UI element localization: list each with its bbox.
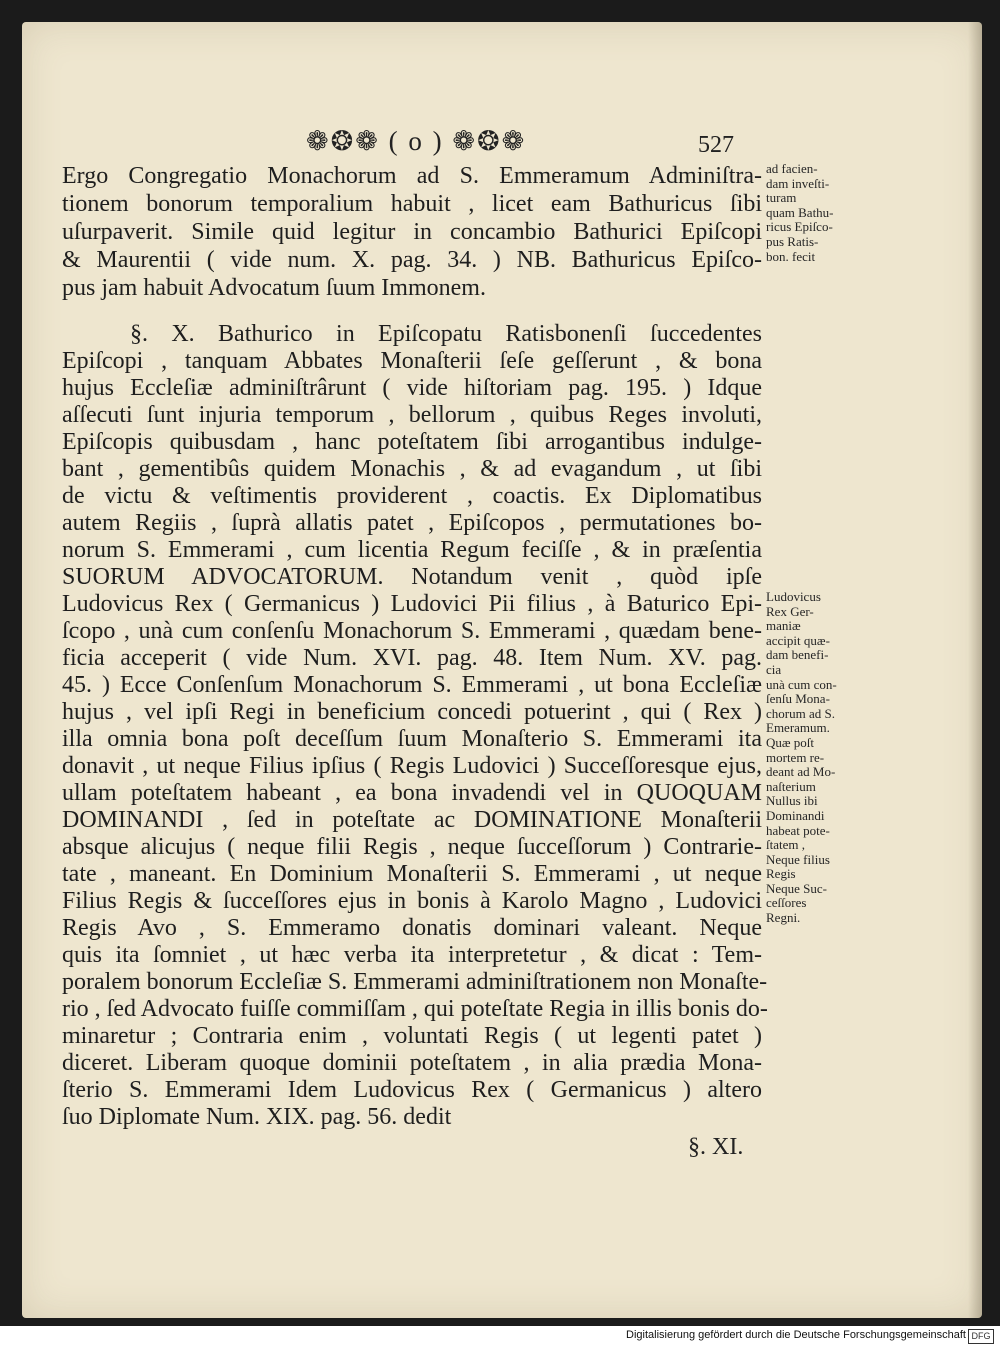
text-line: 45. ) Ecce Conſenſum Monachorum S. Emmerami , ut bona Eccleſiæ xyxy=(62,672,762,698)
text-line: ſuo Diplomate Num. XIX. pag. 56. dedit xyxy=(62,1104,452,1130)
text-line: absque alicujus ( neque filii Regis , neque ſucceſſorum ) Contrarie- xyxy=(62,834,762,860)
text-line: Regis Avo , S. Emmeramo donatis dominari valeant. Neque xyxy=(62,915,762,941)
text-line: Ergo Congregatio Monachorum ad S. Emmeramum Adminiſtra- xyxy=(62,163,762,189)
margin-note: Ludovicus Rex Ger- maniæ accipit quæ- dam benefi- cia unà cum con- ſenſu Mona- chorum ad S. Emeramum. Quæ poſt mortem re- deant ad Mo- naſterium Nullus ibi Dominandi habeat pote- ſtatem , Neque filius Regis Neque Suc- ceſſores Regni. xyxy=(766,589,837,926)
text-line: de victu & veſtimentis providerent , coactis. Ex Diplomatibus xyxy=(62,483,762,509)
text-line: & Maurentii ( vide num. X. pag. 34. ) NB. Bathuricus Epiſco- xyxy=(62,247,762,273)
text-line: minaretur ; Contraria enim , voluntati Regis ( ut legenti patet ) xyxy=(62,1023,762,1049)
text-line: §. X. Bathurico in Epiſcopatu Ratisbonenſi ſuccedentes xyxy=(130,321,762,347)
text-line: DOMINANDI , ſed in poteſtate ac DOMINATIONE Monaſterii xyxy=(62,807,762,833)
text-line: hujus , vel ipſi Regi in beneficium concedi potuerint , qui ( Rex ) xyxy=(62,699,762,725)
text-line: ſcopo , unà cum conſenſu Monachorum S. Emmerami , quædam bene- xyxy=(62,618,762,644)
text-line: ſterio S. Emmerami Idem Ludovicus Rex ( Germanicus ) altero xyxy=(62,1077,762,1103)
catchword: §. XI. xyxy=(688,1134,744,1160)
footer-bar xyxy=(0,1326,1000,1347)
text-line: ficia acceperit ( vide Num. XVI. pag. 48. Item Num. XV. pag. xyxy=(62,645,762,671)
text-line: rio , ſed Advocato fuiſſe commiſſam , qui poteſtate Regia in illis bonis do- xyxy=(62,996,768,1022)
scanned-page xyxy=(22,22,982,1318)
text-line: Filius Regis & ſucceſſores ejus in bonis à Karolo Magno , Ludovici xyxy=(62,888,762,914)
text-line: pus jam habuit Advocatum ſuum Immonem. xyxy=(62,275,486,301)
text-line: norum S. Emmerami , cum licentia Regum feciſſe , & in præſentia xyxy=(62,537,762,563)
text-line: SUORUM ADVOCATORUM. Notandum venit , quòd ipſe xyxy=(62,564,762,590)
text-line: illa omnia bona poſt deceſſum ſuum Monaſterio S. Emmerami ita xyxy=(62,726,762,752)
text-line: autem Regiis , ſuprà allatis patet , Epiſcopos , permutationes bo- xyxy=(62,510,762,536)
text-line: bant , gementibûs quidem Monachis , & ad evagandum , ut ſibi xyxy=(62,456,762,482)
text-line: ullam poteſtatem habeant , ea bona invadendi vel in QUOQUAM xyxy=(62,780,762,806)
dfg-logo: DFG xyxy=(968,1329,994,1344)
text-line: aſſecuti ſunt injuria temporum , bellorum , quibus Reges involuti, xyxy=(62,402,762,428)
text-line: Ludovicus Rex ( Germanicus ) Ludovici Pii filius , à Baturico Epi- xyxy=(62,591,762,617)
funding-credit: Digitalisierung gefördert durch die Deutsche Forschungsgemeinschaft xyxy=(626,1329,966,1341)
text-line: Epiſcopis quibusdam , hanc poteſtatem ſibi arrogantibus indulge- xyxy=(62,429,762,455)
text-line: tate , maneant. En Dominium Monaſterii S. Emmerami , ut neque xyxy=(62,861,762,887)
text-line: quis ita ſomniet , ut hæc verba ita interpretetur , & dicat : Tem- xyxy=(62,942,762,968)
text-line: diceret. Liberam quoque dominii poteſtatem , in alia prædia Mona- xyxy=(62,1050,762,1076)
text-line: donavit , ut neque Filius ipſius ( Regis Ludovici ) Succeſſoresque ejus, xyxy=(62,753,762,779)
text-line: poralem bonorum Eccleſiæ S. Emmerami adminiſtrationem non Monaſte- xyxy=(62,969,768,995)
page-number: 527 xyxy=(698,132,734,158)
text-line: hujus Eccleſiæ adminiſtrârunt ( vide hiſtoriam pag. 195. ) Idque xyxy=(62,375,762,401)
text-line: Epiſcopi , tanquam Abbates Monaſterii ſeſe geſſerunt , & bona xyxy=(62,348,762,374)
page-header-ornament: ❁❂❁ ( o ) ❁❂❁ xyxy=(306,126,527,156)
text-line: tionem bonorum temporalium habuit , licet eam Bathuricus ſibi xyxy=(62,191,762,217)
margin-note: ad facien- dam inveſti- turam quam Bathu- ricus Epiſco- pus Ratis- bon. fecit xyxy=(766,161,834,264)
text-line: uſurpaverit. Simile quid legitur in concambio Bathurici Epiſcopi xyxy=(62,219,762,245)
